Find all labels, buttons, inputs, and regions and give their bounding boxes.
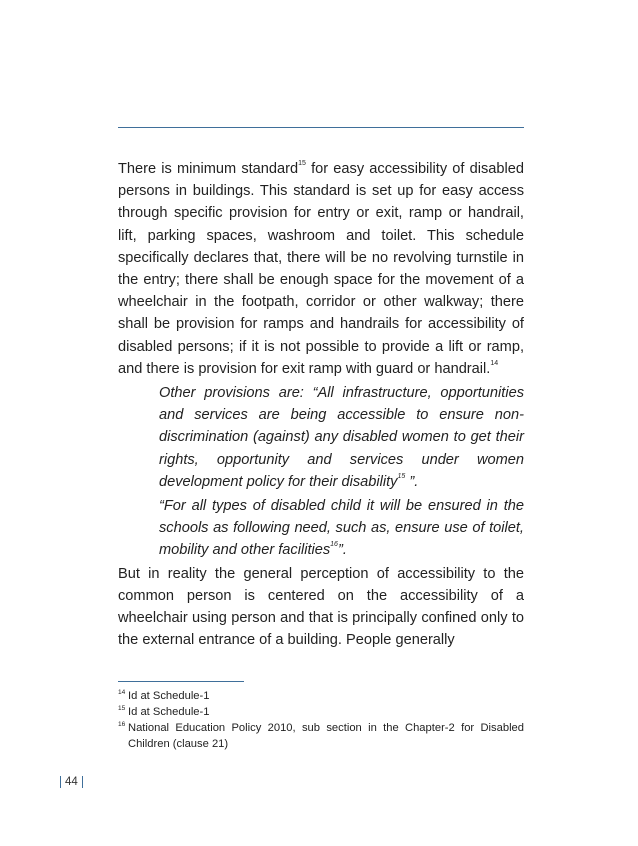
footnote-number: 15	[118, 705, 126, 712]
page-number-bar-left	[60, 776, 61, 788]
paragraph-1-text-a: There is minimum standard	[118, 161, 299, 177]
paragraph-1-text-b: for easy accessibility of disabled persons in buildings. This standard is set up for easy access through specific provision for entry or exit, ramp or handrail, lift, parking spaces, washroom and toilet. This schedule specifically declares that, there will be no revolving turnstile in the entry; there shall be enough space for the movement of a wheelchair in the footpath, corridor or other walkway; there shall be provision for ramps and handrails for accessibility of disabled persons; if it is not possible to provide a lift or ramp, and there is provision for exit ramp with guard or handrail.	[118, 161, 524, 377]
page-number	[56, 776, 87, 788]
footnote-ref-15b: 15	[397, 472, 406, 480]
footnote-item	[118, 720, 524, 752]
footnotes	[118, 688, 524, 752]
quote-2	[159, 495, 524, 562]
footnote-number: 14	[118, 689, 126, 696]
paragraph-2: But in reality the general perception of accessibility to the common person is centered on the accessibility of a wheelchair using person and that is principally confined only to the external entrance of a building. People generally	[118, 565, 524, 649]
paragraph-1	[118, 158, 524, 380]
footnote-number: 16	[118, 721, 126, 728]
footnote-item	[118, 688, 524, 704]
header-rule	[118, 127, 524, 128]
quote-2-text-a: “For all types of disabled child it will be ensured in the schools as following need, such as, ensure use of toilet, mobility and other facilities	[159, 498, 524, 559]
body-text	[118, 158, 524, 651]
footnote-text: Id at Schedule-1	[128, 706, 210, 718]
quote-1	[159, 382, 524, 493]
page-number-text: 44	[65, 776, 78, 789]
quote-1-text-b: ”.	[405, 473, 419, 490]
page-number-bar-right	[82, 776, 83, 788]
footnote-rule	[118, 681, 244, 682]
footnote-text: Id at Schedule-1	[128, 690, 210, 702]
footnote-item	[118, 704, 524, 720]
quote-2-text-b: ”.	[337, 542, 347, 559]
footnote-text: National Education Policy 2010, sub section in the Chapter-2 for Disabled Children (clause 21)	[128, 722, 524, 750]
quote-1-text-a: Other provisions are: “All infrastructure, opportunities and services are being accessible to ensure non-discrimination (against) any disabled women to get their rights, opportunity and services under women development policy for their disability	[159, 385, 524, 490]
footnote-ref-16: 16	[330, 541, 338, 549]
footnote-ref-14: 14	[490, 359, 499, 367]
footnote-ref-15: 15	[298, 160, 306, 167]
